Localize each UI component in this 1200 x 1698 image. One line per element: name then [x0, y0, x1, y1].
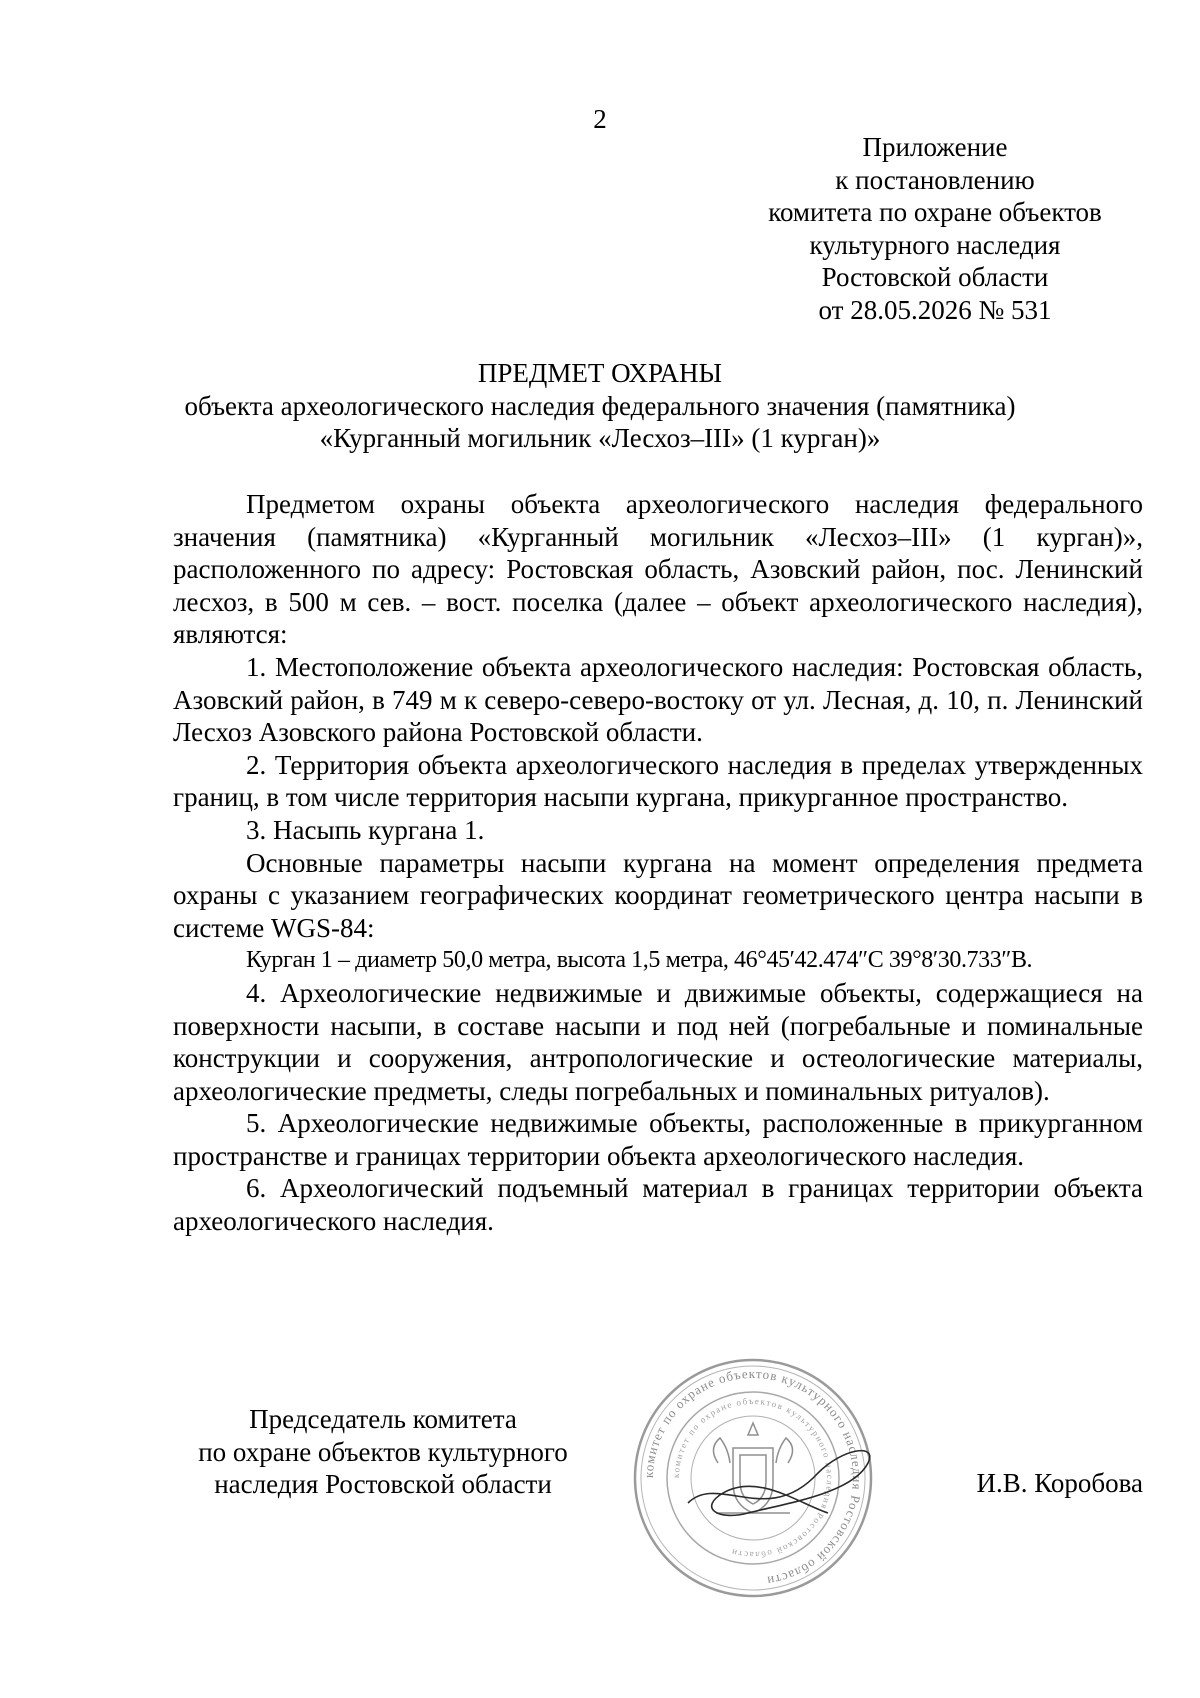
item-2-paragraph: 2. Территория объекта археологического наследия в пределах утвержденных границ, в том числе территория насыпи кургана, прикурганное пространство.: [173, 749, 1143, 813]
title-object-name: «Курганный могильник «Лесхоз–III» (1 курган)»: [319, 423, 881, 453]
coordinates-paragraph: Курган 1 – диаметр 50,0 метра, высота 1,5 метра, 46°45′42.474″С 39°8′30.733″В.: [246, 947, 1033, 974]
seal-inner-text: комитет по охране объектов культурного наследия Ростовской области: [670, 1395, 836, 1561]
appendix-line: к постановлению: [835, 164, 1035, 195]
item-4-paragraph: 4. Археологические недвижимые и движимые объекты, содержащиеся на поверхности насыпи, в составе насыпи и под ней (погребальные и поминальные конструкции и сооружения, антропологические и остеологические материалы, археологические предметы, следы погребальных и поминальных ритуалов).: [173, 977, 1143, 1106]
document-title: [160, 357, 1040, 455]
item-3-paragraph: 3. Насыпь кургана 1.: [246, 814, 485, 845]
appendix-line: от 28.05.2026 № 531: [818, 294, 1052, 325]
document-body: [173, 488, 1143, 1238]
appendix-line: культурного наследия: [809, 229, 1061, 260]
coat-of-arms-emblem: [713, 1423, 792, 1513]
appendix-line: комитета по охране объектов: [768, 197, 1102, 228]
item-6-paragraph: 6. Археологический подъемный материал в границах территории объекта археологического наследия.: [173, 1173, 1143, 1237]
title-subtitle: объекта археологического наследия федерального значения (памятника): [184, 390, 1016, 421]
parameters-paragraph: Основные параметры насыпи кургана на момент определения предмета охраны с указанием географических координат геометрического центра насыпи в системе WGS-84:: [173, 847, 1143, 943]
seal-outer-text: комитет по охране объектов культурного наследия Ростовской области: [640, 1365, 866, 1590]
chair-line: Председатель комитета: [249, 1404, 517, 1434]
svg-text:комитет по охране объектов кул: [671, 1396, 835, 1560]
title-heading: ПРЕДМЕТ ОХРАНЫ: [477, 358, 723, 388]
signer-name: И.В. Коробова: [976, 1468, 1143, 1498]
item-1-paragraph: 1. Местоположение объекта археологического наследия: Ростовская область, Азовский район, в 749 м к северо-северо-востоку от ул. Лесная, д. 10, п. Ленинский Лесхоз Азовского района Ростовской области.: [173, 651, 1143, 748]
appendix-header: [740, 131, 1130, 327]
intro-paragraph: Предметом охраны объекта археологического наследия федерального значения (памятника) «Курганный могильник «Лесхоз–III» (1 курган)», расположенного по адресу: Ростовская область, Азовский район, пос. Ленинский лесхоз, в 500 м сев. – вост. поселка (далее – объект археологического наследия), являются:: [173, 489, 1143, 650]
official-seal: [628, 1353, 878, 1603]
signature-stroke: [688, 1451, 870, 1516]
page-number: 2: [593, 104, 607, 134]
appendix-line: Приложение: [862, 132, 1008, 162]
appendix-line: Ростовской области: [821, 262, 1049, 293]
signature-block: [173, 1365, 1143, 1643]
chair-line: по охране объектов культурного: [198, 1436, 568, 1467]
chair-title: [173, 1403, 593, 1501]
chair-line: наследия Ростовской области: [214, 1469, 552, 1500]
item-5-paragraph: 5. Археологические недвижимые объекты, расположенные в прикурганном пространстве и границах территории объекта археологического наследия.: [173, 1108, 1143, 1171]
